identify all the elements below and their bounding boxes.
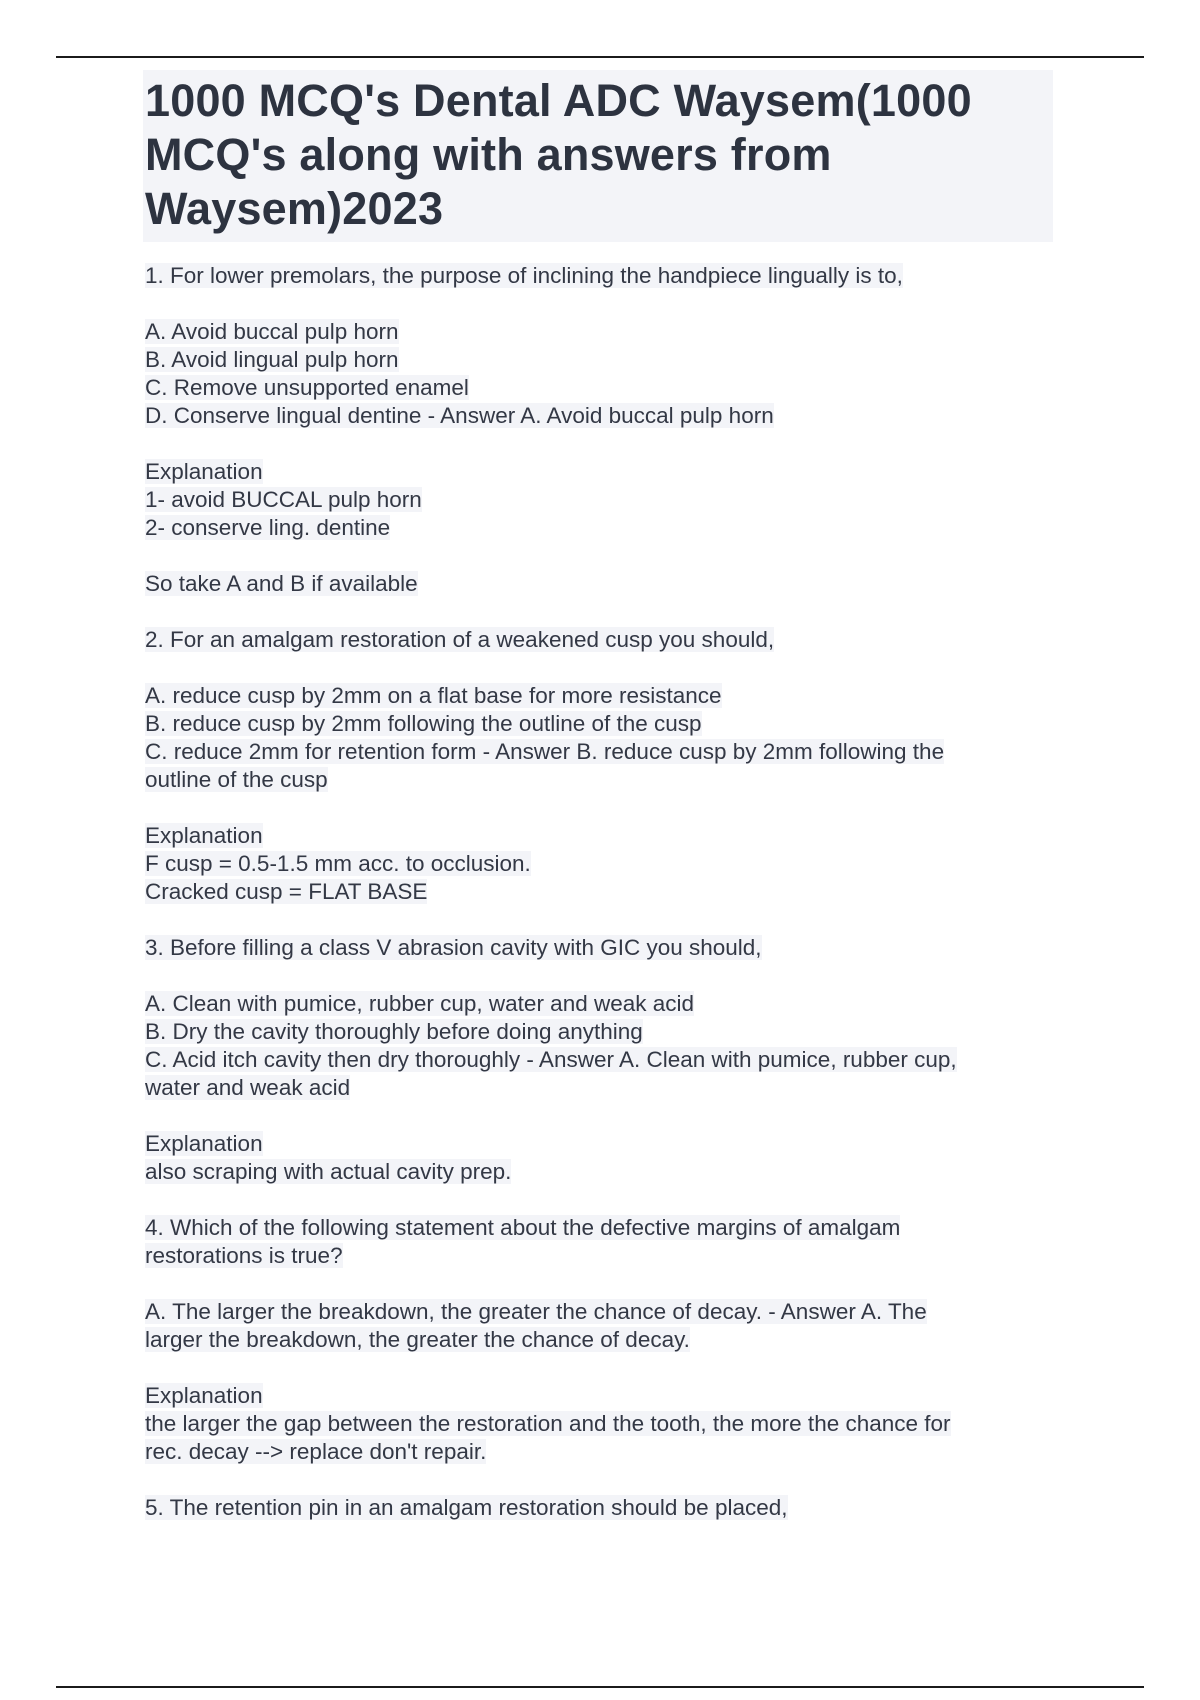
question-text: 3. Before filling a class V abrasion cavity with GIC you should, [145,935,762,960]
paragraph-gap [145,1466,1065,1494]
paragraph-gap [145,906,1065,934]
explanation-text: rec. decay --> replace don't repair. [145,1439,487,1464]
document-body [145,70,1065,1522]
paragraph-gap [145,290,1065,318]
question-block [145,262,1065,598]
answer-option: larger the breakdown, the greater the chance of decay. [145,1327,690,1352]
answer-option: A. reduce cusp by 2mm on a flat base for more resistance [145,683,722,708]
answer-option: B. Dry the cavity thoroughly before doing anything [145,1019,643,1044]
question-block [145,1494,1065,1522]
explanation-label: Explanation [145,823,263,848]
paragraph-gap [145,962,1065,990]
question-text: restorations is true? [145,1243,343,1268]
answer-option: C. Remove unsupported enamel [145,375,469,400]
answer-option: B. Avoid lingual pulp horn [145,347,399,372]
explanation-text: 2- conserve ling. dentine [145,515,391,540]
qa-list [145,262,1065,1522]
answer-option: C. Acid itch cavity then dry thoroughly - Answer A. Clean with pumice, rubber cup, [145,1047,957,1072]
question-text: 1. For lower premolars, the purpose of inclining the handpiece lingually is to, [145,263,903,288]
paragraph-gap [145,430,1065,458]
title-highlight [143,70,1053,242]
answer-option: A. Avoid buccal pulp horn [145,319,399,344]
paragraph-gap [145,542,1065,570]
question-text: 4. Which of the following statement about the defective margins of amalgam [145,1215,901,1240]
explanation-text: F cusp = 0.5-1.5 mm acc. to occlusion. [145,851,531,876]
answer-option: water and weak acid [145,1075,351,1100]
top-rule [56,56,1144,58]
question-block [145,1214,1065,1466]
note-text: So take A and B if available [145,571,418,596]
paragraph-gap [145,1186,1065,1214]
explanation-label: Explanation [145,1131,263,1156]
paragraph-gap [145,654,1065,682]
paragraph-gap [145,794,1065,822]
answer-option: B. reduce cusp by 2mm following the outline of the cusp [145,711,702,736]
question-block [145,626,1065,906]
question-block [145,934,1065,1186]
explanation-text: Cracked cusp = FLAT BASE [145,879,428,904]
question-text: 2. For an amalgam restoration of a weakened cusp you should, [145,627,775,652]
document-title: 1000 MCQ's Dental ADC Waysem(1000 MCQ's along with answers from Waysem)2023 [145,75,972,234]
paragraph-gap [145,1354,1065,1382]
answer-option: C. reduce 2mm for retention form - Answer B. reduce cusp by 2mm following the [145,739,945,764]
paragraph-gap [145,1102,1065,1130]
paragraph-gap [145,1270,1065,1298]
question-text: 5. The retention pin in an amalgam restoration should be placed, [145,1495,788,1520]
answer-option: outline of the cusp [145,767,328,792]
explanation-label: Explanation [145,1383,263,1408]
answer-option: D. Conserve lingual dentine - Answer A. Avoid buccal pulp horn [145,403,774,428]
paragraph-gap [145,598,1065,626]
explanation-text: 1- avoid BUCCAL pulp horn [145,487,422,512]
explanation-label: Explanation [145,459,263,484]
explanation-text: the larger the gap between the restoration and the tooth, the more the chance for [145,1411,951,1436]
answer-option: A. The larger the breakdown, the greater the chance of decay. - Answer A. The [145,1299,927,1324]
answer-option: A. Clean with pumice, rubber cup, water and weak acid [145,991,695,1016]
bottom-rule [56,1686,1144,1688]
explanation-text: also scraping with actual cavity prep. [145,1159,512,1184]
